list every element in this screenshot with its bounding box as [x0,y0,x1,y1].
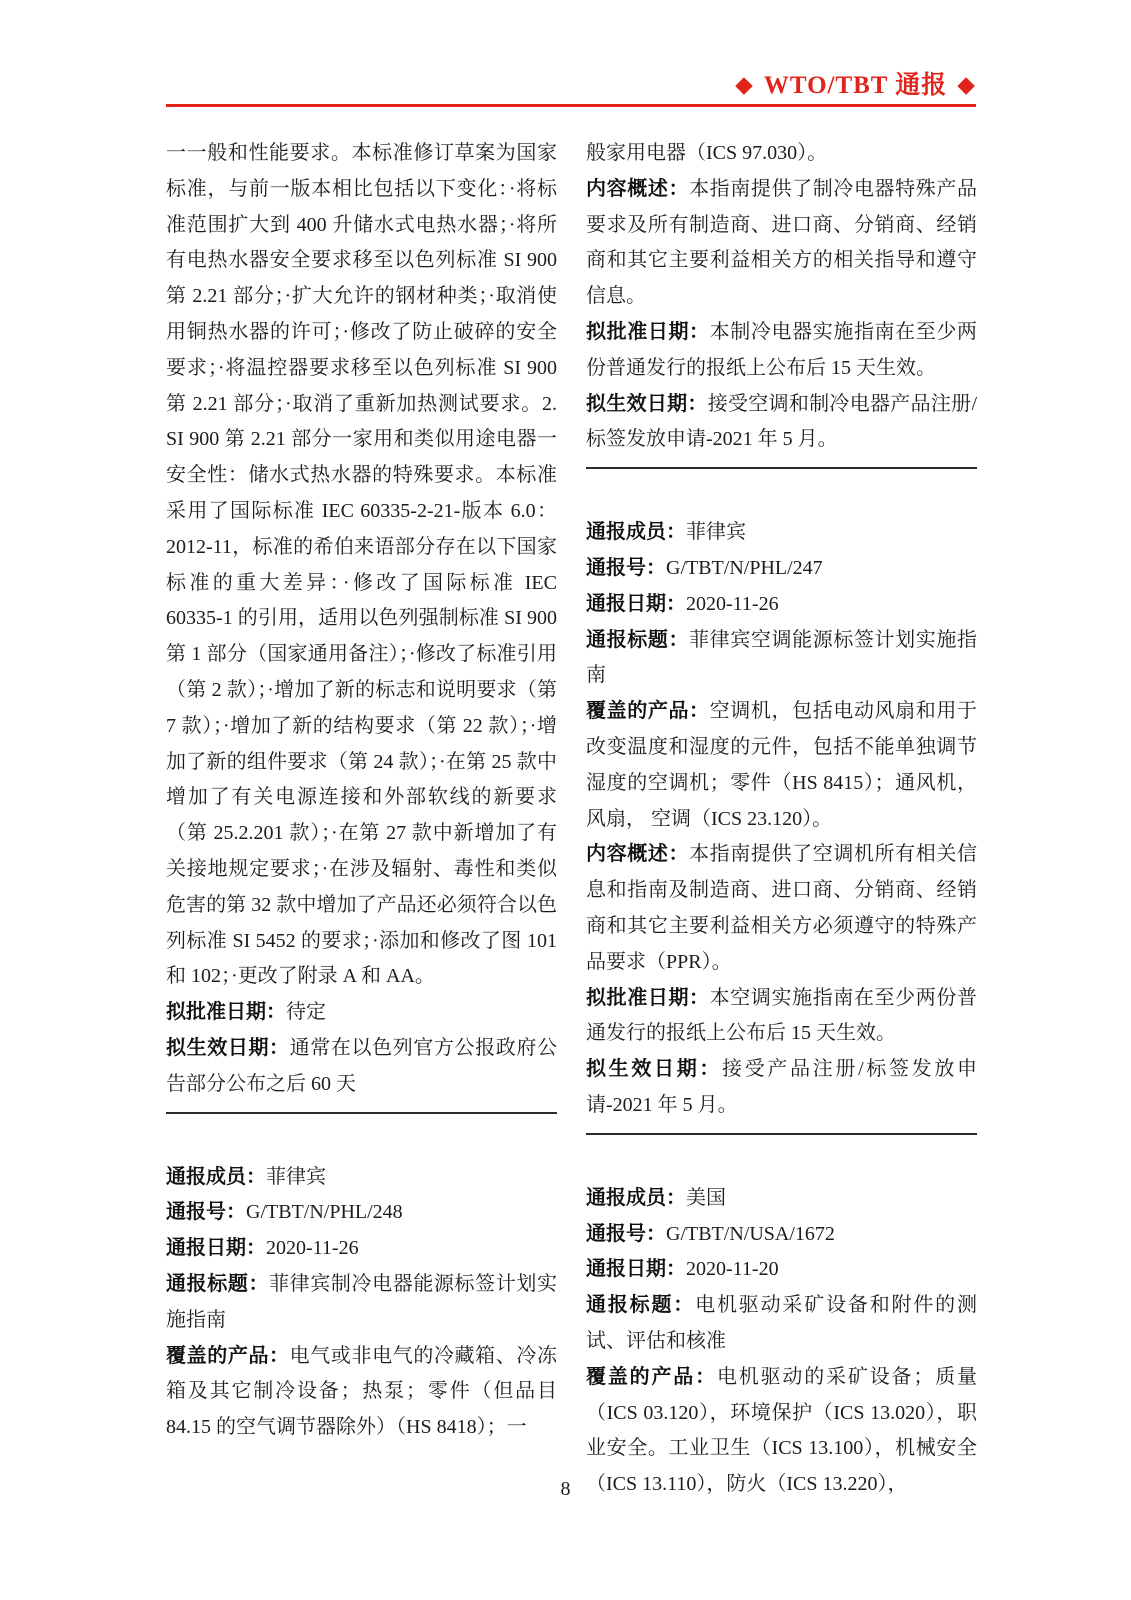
summary-field [586,837,977,980]
summary-field [586,172,977,315]
products-value: 电机驱动的采矿设备；质量（ICS 03.120），环境保护（ICS 13.020），职业安全。工业卫生（ICS 13.100），机械安全（ICS 13.110），防火（ICS 13.220）， [586,1365,978,1496]
header-rule [166,104,976,107]
date-label: 通报日期： [586,1258,686,1281]
effective-date-field [586,1052,977,1124]
products-label: 覆盖的产品： [166,1344,290,1367]
number-field [166,1195,557,1231]
effective-date-field [586,387,977,459]
products-label: 覆盖的产品： [586,1365,717,1388]
title-value: 电机驱动采矿设备和附件的测试、评估和核准 [586,1294,978,1352]
date-field [586,587,977,623]
approval-date-value: 待定 [286,1001,326,1024]
approval-date-value: 本制冷电器实施指南在至少两份普通发行的报纸上公布后 15 天生效。 [586,320,978,379]
date-label: 通报日期： [166,1237,266,1260]
products-value: 空调机，包括电动风扇和用于改变温度和湿度的元件，包括不能单独调节湿度的空调机；零件（HS 8415）；通风机，风扇， 空调（ICS 23.120）。 [586,700,978,830]
number-field [586,551,977,587]
date-label: 通报日期： [586,592,686,615]
summary-value: 本指南提供了制冷电器特殊产品要求及所有制造商、进口商、分销商、经销商和其它主要利益相关方的相关指导和遵守信息。 [586,177,978,308]
notification-phl248 [166,1160,557,1446]
title-label: 通报标题： [586,1294,696,1317]
notification-usa1672 [586,1181,977,1503]
continuation-paragraph: 般家用电器（ICS 97.030）。 [586,142,828,164]
number-value: G/TBT/N/USA/1672 [666,1222,835,1245]
section-separator [166,1112,557,1114]
number-label: 通报号： [586,1222,666,1245]
member-value: 菲律宾 [266,1165,326,1188]
summary-label: 内容概述： [586,843,690,866]
products-field [166,1339,557,1446]
effective-date-label: 拟生效日期： [586,392,708,415]
continuation-paragraph: 一一般和性能要求。本标准修订草案为国家标准，与前一版本相比包括以下变化：·将标准范围扩大到 400 升储水式电热水器；·将所有电热水器安全要求移至以色列标准 SI 900 第 2.21 部分；·扩大允许的钢材种类；·取消使用铜热水器的许可；·修改了防止破碎的安全要求；·将温控器要求移至以色列标准 SI 900 第 2.21 部分；·取消了重新加热测试要求。2. SI 900 第 2.21 部分一家用和类似用途电器一安全性：储水式热水器的特殊要求。本标准采用了国际标准 IEC 60335-2-21-版本 6.0：2012-11，标准的希伯来语部分存在以下国家标准的重大差异：·修改了国际标准 IEC 60335-1 的引用，适用以色列强制标准 SI 900 第 1 部分（国家通用备注）；·修改了标准引用（第 2 款）；·增加了新的标志和说明要求（第 7 款）；·增加了新的结构要求（第 22 款）；·增加了新的组件要求（第 24 款）；·在第 25 款中增加了有关电源连接和外部软线的新要求（第 25.2.201 款）；·在第 27 款中新增加了有关接地规定要求；·在涉及辐射、毒性和类似危害的第 32 款中增加了产品还必须符合以色列标准 SI 5452 的要求；·添加和修改了图 101 和 102；·更改了附录 A 和 AA。 [166,142,557,988]
products-label: 覆盖的产品： [586,700,710,723]
page-header-title: WTO/TBT 通报 [763,72,948,99]
number-field [586,1217,977,1253]
date-value: 2020-11-20 [686,1258,779,1281]
title-value: 菲律宾制冷电器能源标签计划实施指南 [166,1272,558,1331]
page-number: 8 [560,1478,571,1500]
left-column [166,136,557,1503]
diamond-icon: ◆ [735,72,754,97]
approval-date-field [586,315,977,387]
page-content [166,136,978,1503]
title-field [586,1288,977,1360]
date-value: 2020-11-26 [686,592,779,615]
effective-date-label: 拟生效日期： [166,1036,290,1059]
date-field [166,1231,557,1267]
date-field [586,1252,977,1288]
notification-phl247 [586,515,977,1124]
member-field [586,1181,977,1217]
products-value: 电气或非电气的冷藏箱、冷冻箱及其它制冷设备；热泵；零件（但品目 84.15 的空气调节器除外）（HS 8418）；一 [166,1344,558,1439]
page-header [166,72,976,100]
summary-value: 本指南提供了空调机所有相关信息和指南及制造商、进口商、分销商、经销商和其它主要利益相关方必须遵守的特殊产品要求（PPR）。 [586,843,978,973]
diamond-icon: ◆ [957,72,976,97]
effective-date-label: 拟生效日期： [586,1058,723,1081]
effective-date-value: 接受产品注册/标签发放申请-2021 年 5 月。 [586,1058,978,1116]
number-label: 通报号： [586,556,666,579]
approval-date-value: 本空调实施指南在至少两份普通发行的报纸上公布后 15 天生效。 [586,986,978,1045]
member-label: 通报成员： [166,1165,266,1188]
effective-date-field [166,1031,557,1103]
approval-date-label: 拟批准日期： [586,320,710,343]
member-value: 美国 [686,1186,726,1209]
section-separator [586,467,977,469]
title-field [166,1267,557,1339]
page-footer [0,1478,1131,1501]
products-field [586,694,977,837]
title-label: 通报标题： [586,628,690,651]
right-column [586,136,977,1503]
member-field [586,515,977,551]
section-separator [586,1133,977,1135]
number-value: G/TBT/N/PHL/248 [246,1201,403,1224]
date-value: 2020-11-26 [266,1237,359,1260]
approval-date-field [166,995,557,1031]
title-label: 通报标题： [166,1272,270,1295]
member-field [166,1160,557,1196]
member-label: 通报成员： [586,521,686,544]
effective-date-value: 通常在以色列官方公报政府公告部分公布之后 60 天 [166,1036,558,1095]
member-value: 菲律宾 [686,521,746,544]
approval-date-label: 拟批准日期： [166,1001,286,1024]
title-value: 菲律宾空调能源标签计划实施指南 [586,628,978,687]
member-label: 通报成员： [586,1186,686,1209]
approval-date-field [586,981,977,1053]
title-field [586,623,977,695]
effective-date-value: 接受空调和制冷电器产品注册/标签发放申请-2021 年 5 月。 [586,392,977,451]
number-label: 通报号： [166,1201,246,1224]
number-value: G/TBT/N/PHL/247 [666,556,823,579]
approval-date-label: 拟批准日期： [586,986,710,1009]
summary-label: 内容概述： [586,177,690,200]
